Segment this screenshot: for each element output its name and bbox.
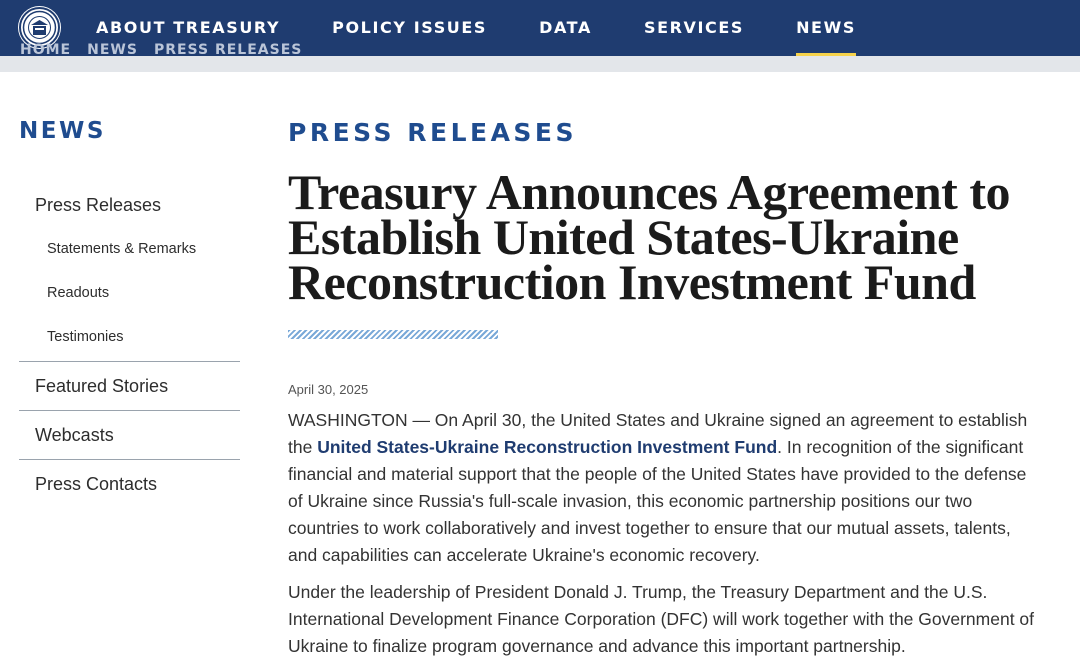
article-kicker: PRESS RELEASES [288, 118, 578, 147]
breadcrumb [20, 42, 318, 56]
sidebar-item-press-contacts[interactable]: Press Contacts [35, 474, 158, 494]
article-date: April 30, 2025 [288, 382, 369, 397]
sidebar-item-webcasts[interactable]: Webcasts [35, 425, 114, 445]
nav-services[interactable]: SERVICES [643, 18, 745, 37]
sidebar-divider [19, 410, 240, 411]
article-paragraph-1 [288, 407, 1040, 569]
paragraph-rest: . In recognition of the significant financial and material support that the people of the United States have provided to the defense of Ukraine since Russia's full-scale invasion, this economic partnership positions our two countries to work collaboratively and invest together to ensure that our mutual assets, talents, and capabilities can accelerate Ukraine's economic recovery. [288, 437, 1027, 565]
sidebar-divider [19, 459, 240, 460]
breadcrumb-strip [0, 56, 1080, 72]
sidebar-title: NEWS [19, 118, 106, 144]
decorative-stripe [288, 330, 498, 339]
breadcrumb-press-releases[interactable]: PRESS RELEASES [153, 42, 303, 56]
sidebar-item-readouts[interactable]: Readouts [47, 285, 110, 301]
breadcrumb-home[interactable]: HOME [20, 42, 72, 56]
sidebar-item-statements-remarks[interactable]: Statements & Remarks [47, 241, 197, 257]
sidebar-divider [19, 361, 240, 362]
article-paragraph-2: Under the leadership of President Donald J. Trump, the Treasury Department and the U.S. International Development Finance Corporation (DFC) will work together with the Government of Ukraine to finalize program governance and advance this important partnership. [288, 582, 1035, 656]
nav-policy-issues[interactable]: POLICY ISSUES [332, 18, 488, 37]
sidebar-item-featured-stories[interactable]: Featured Stories [35, 376, 169, 396]
nav-about-treasury[interactable]: ABOUT TREASURY [96, 18, 281, 37]
sidebar-item-testimonies[interactable]: Testimonies [47, 329, 124, 345]
nav-data[interactable]: DATA [539, 18, 592, 37]
nav-news[interactable]: NEWS [796, 0, 856, 56]
breadcrumb-news[interactable]: NEWS [87, 42, 138, 56]
sidebar-nav [19, 183, 240, 506]
fund-name-bold: United States-Ukraine Reconstruction Investment Fund [317, 437, 778, 457]
sidebar-item-press-releases[interactable]: Press Releases [35, 195, 162, 215]
paragraph-lead: WASHINGTON — On April 30, the United States and Ukraine signed an agreement to establish the [288, 410, 1028, 457]
article-headline: Treasury Announces Agreement to Establish United States-Ukraine Reconstruction Investment Fund [288, 164, 1010, 310]
